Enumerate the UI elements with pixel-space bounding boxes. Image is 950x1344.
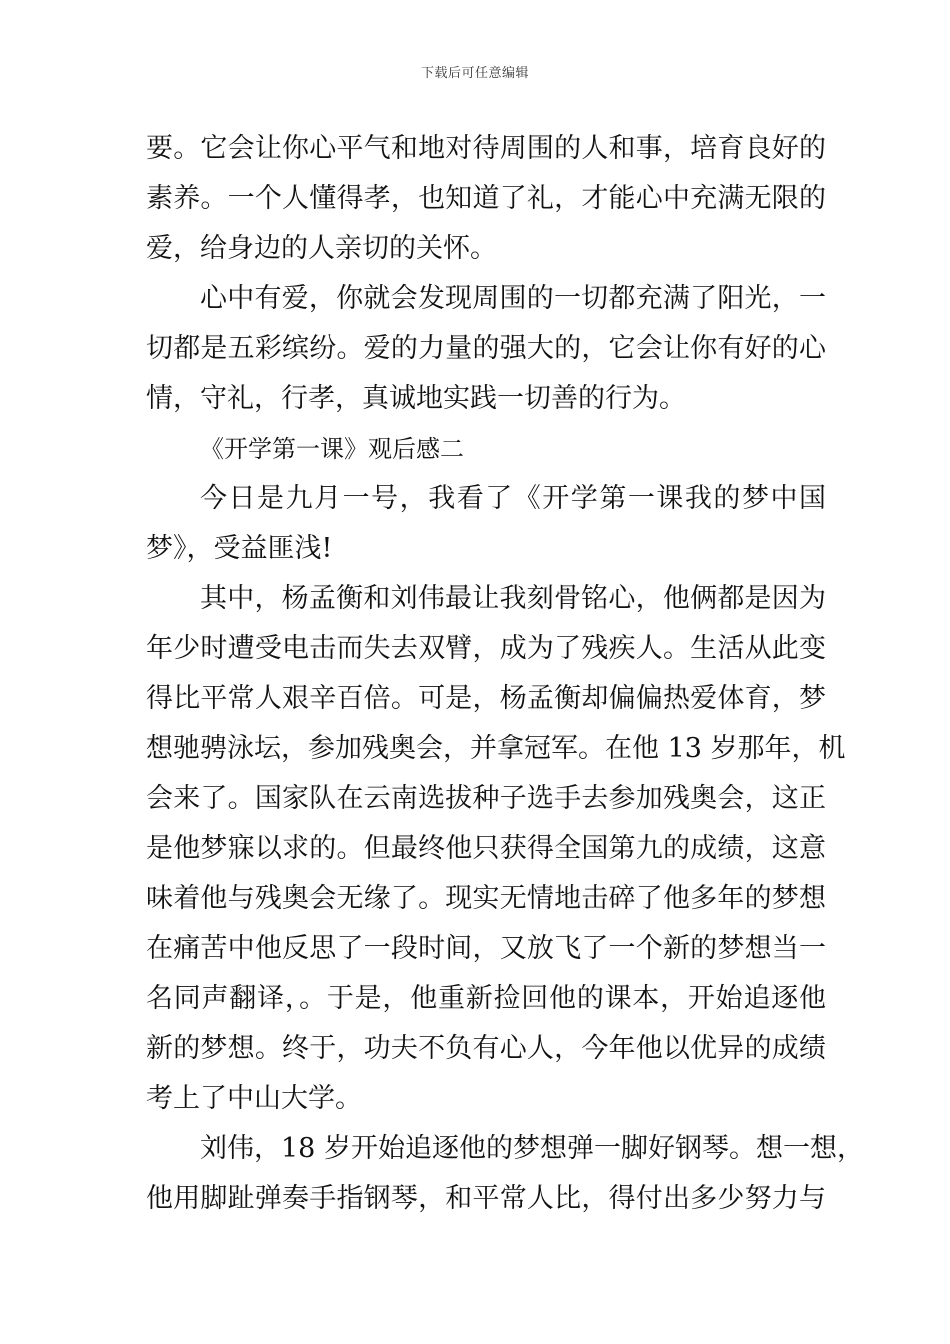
text-line-1: 要。它会让你心平气和地对待周围的人和事，培育良好的 (146, 133, 826, 164)
text-line-18: 名同声翻译，。于是，他重新捡回他的课本，开始追逐他 (146, 983, 826, 1014)
text-line-11: 年少时遭受电击而失去双臂，成为了残疾人。生活从此变 (146, 633, 826, 664)
text-line-19: 新的梦想。终于，功夫不负有心人，今年他以优异的成绩 (146, 1033, 826, 1064)
text-line-12: 得比平常人艰辛百倍。可是，杨孟衡却偏偏热爱体育，梦 (146, 683, 826, 714)
text-line-14: 会来了。国家队在云南选拔种子选手去参加残奥会，这正 (146, 783, 826, 814)
text-line-17: 在痛苦中他反思了一段时间，又放飞了一个新的梦想当一 (146, 933, 826, 964)
text-line-4: 心中有爱，你就会发现周围的一切都充满了阳光，一 (200, 283, 826, 314)
page-header-note: 下载后可任意编辑 (420, 66, 529, 81)
text-line-21: 刘伟，18 岁开始追逐他的梦想弹一脚好钢琴。想一想， (200, 1133, 864, 1164)
text-line-3: 爱，给身边的人亲切的关怀。 (146, 233, 497, 264)
text-line-2: 素养。一个人懂得孝，也知道了礼，才能心中充满无限的 (146, 183, 826, 214)
document-body (146, 124, 864, 1224)
text-line-22: 他用脚趾弹奏手指钢琴，和平常人比，得付出多少努力与 (146, 1183, 826, 1214)
text-line-10: 其中，杨孟衡和刘伟最让我刻骨铭心，他俩都是因为 (200, 583, 826, 614)
text-line-16: 味着他与残奥会无缘了。现实无情地击碎了他多年的梦想 (146, 883, 826, 914)
text-line-15: 是他梦寐以求的。但最终他只获得全国第九的成绩，这意 (146, 833, 826, 864)
text-line-20: 考上了中山大学。 (146, 1083, 362, 1114)
text-line-5: 切都是五彩缤纷。爱的力量的强大的，它会让你有好的心 (146, 333, 826, 364)
section-heading: 《开学第一课》观后感二 (200, 435, 464, 463)
text-line-9: 梦》，受益匪浅! (146, 533, 333, 564)
text-line-6: 情，守礼，行孝，真诚地实践一切善的行为。 (146, 383, 686, 414)
text-line-13: 想驰骋泳坛，参加残奥会，并拿冠军。在他 13 岁那年，机 (146, 733, 846, 764)
text-line-8: 今日是九月一号，我看了《开学第一课我的梦中国 (200, 483, 826, 514)
